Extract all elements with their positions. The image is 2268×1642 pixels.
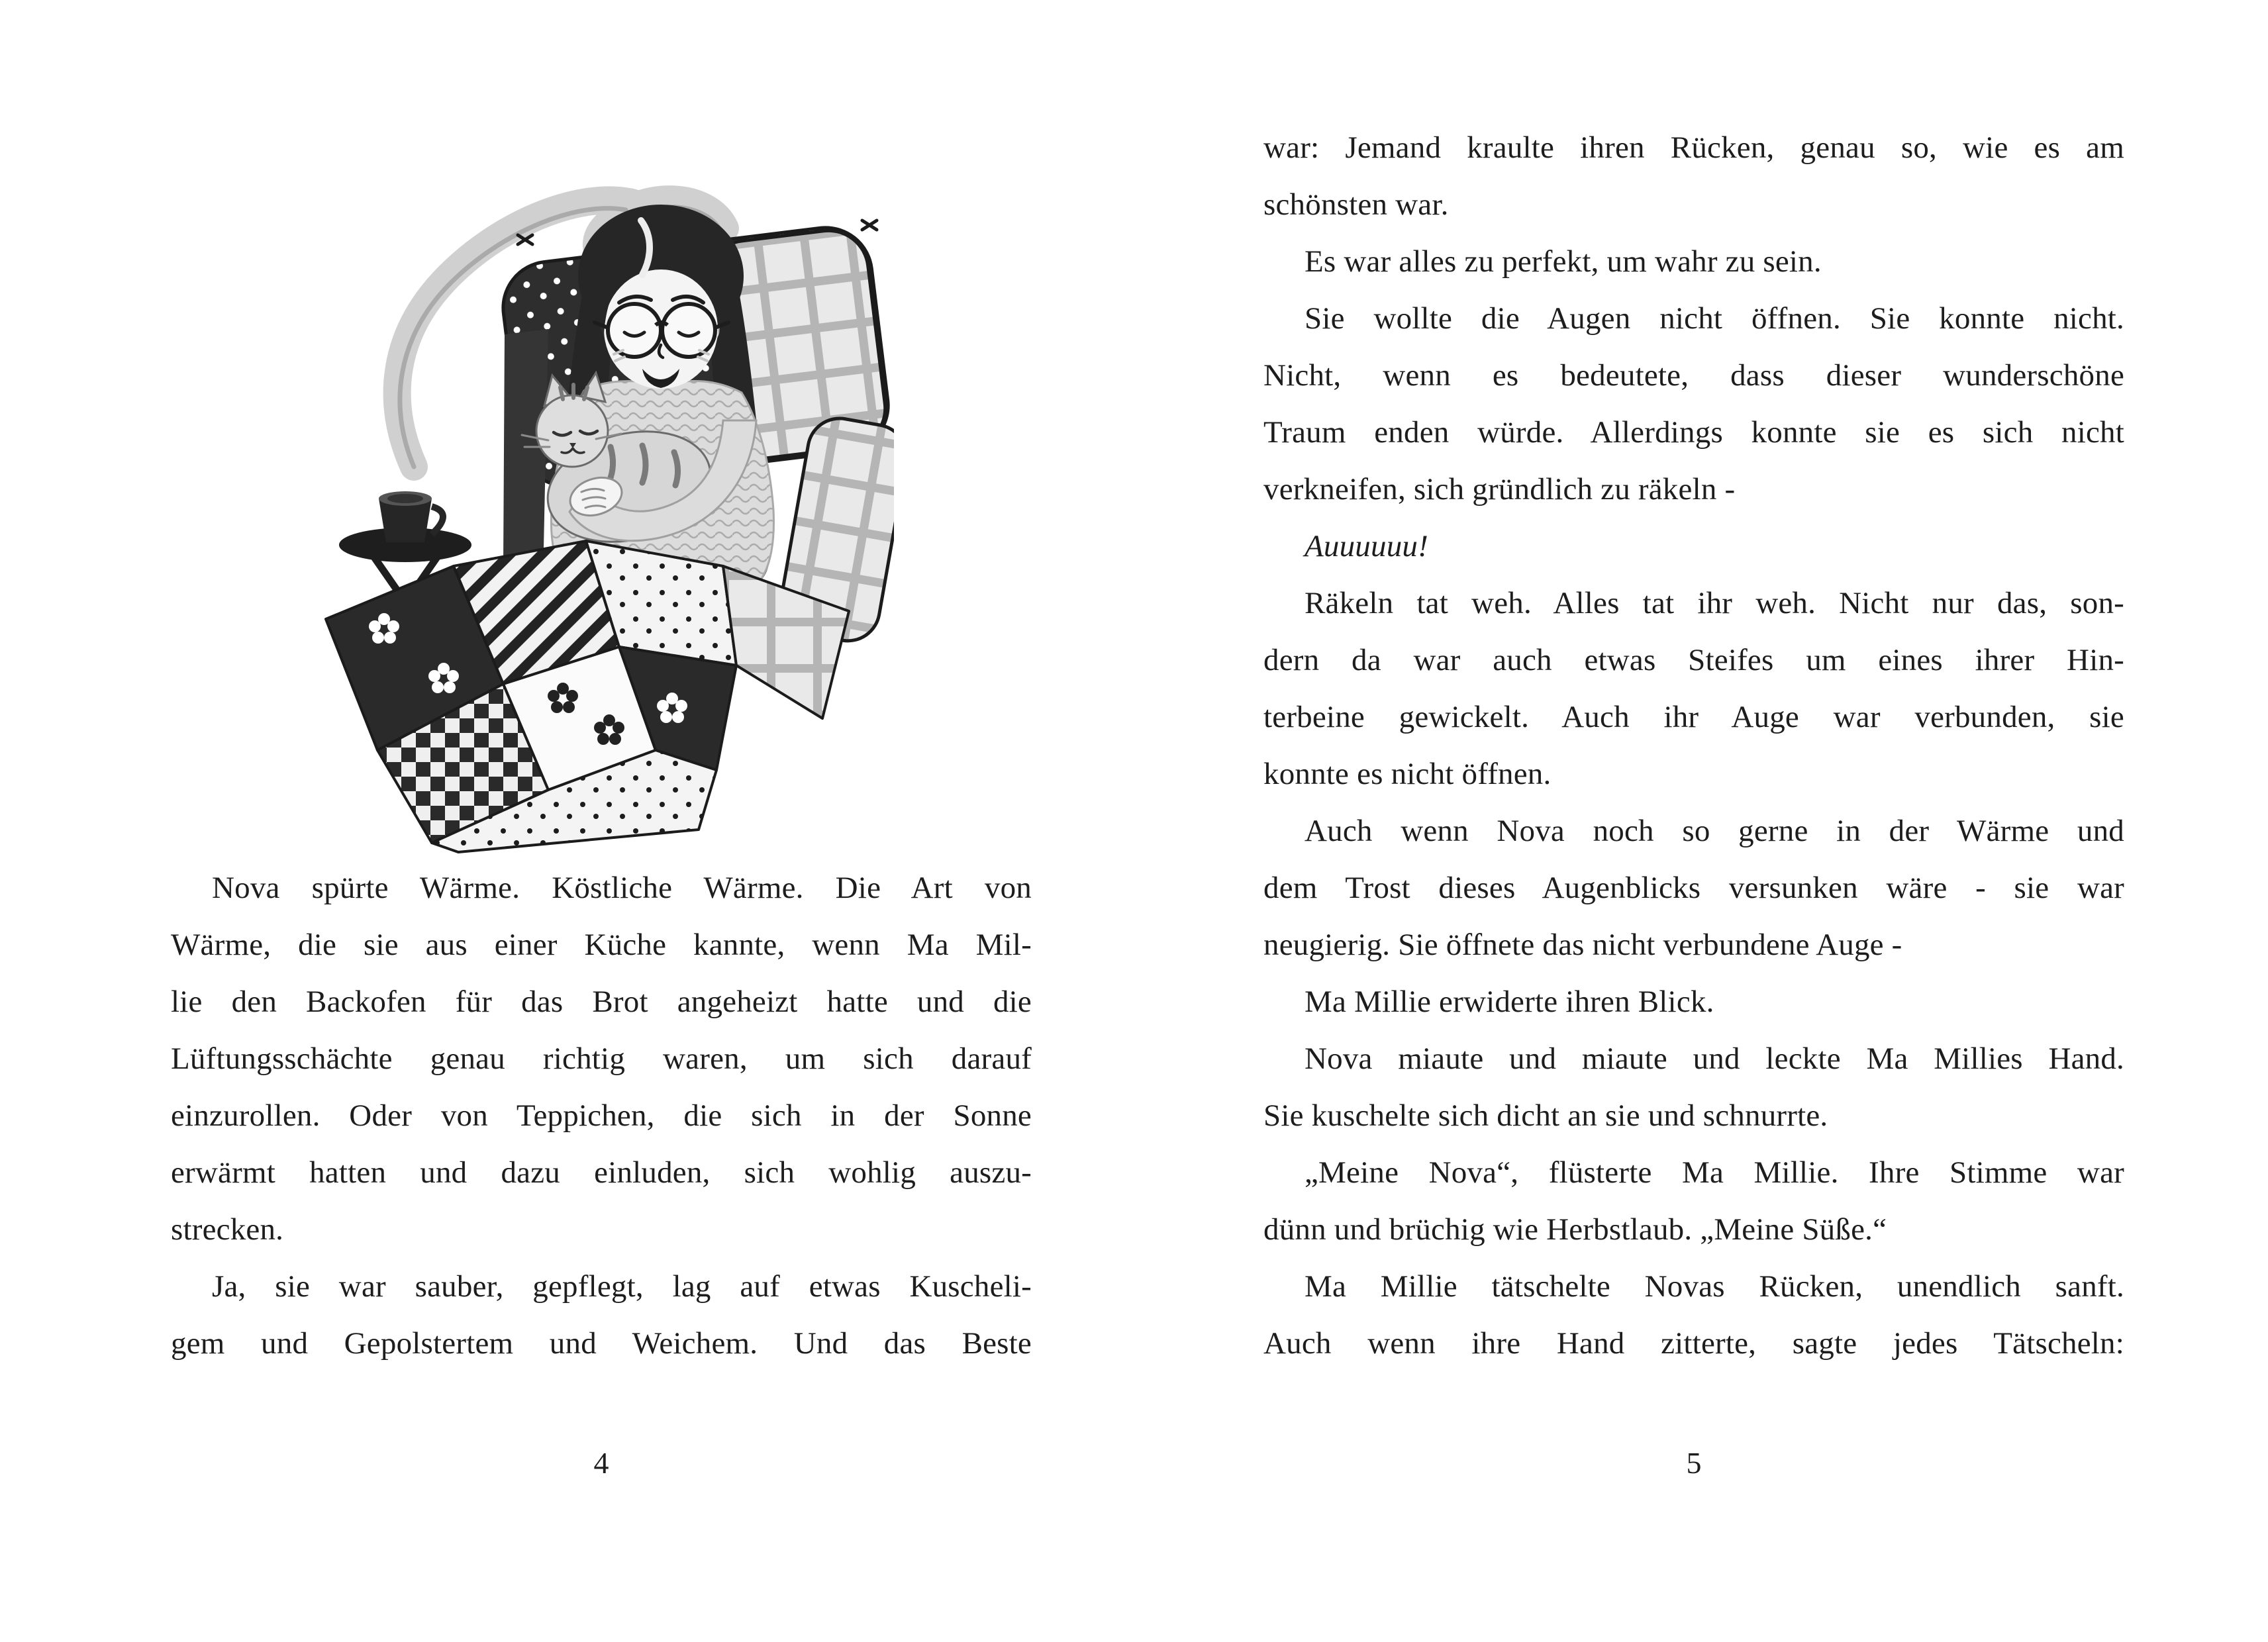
page-number-right: 5 <box>1686 1446 1702 1480</box>
coffee-cup-icon <box>379 491 443 542</box>
text-line: erwärmt hatten und dazu einluden, sich wohlig auszu- <box>171 1155 1032 1190</box>
text-line: Sie wollte die Augen nicht öffnen. Sie konnte nicht. <box>1305 301 2124 336</box>
text-line: Ma Millie tätschelte Novas Rücken, unendlich sanft. <box>1305 1269 2124 1304</box>
text-line: war: Jemand kraulte ihren Rücken, genau so, wie es am <box>1263 130 2124 165</box>
text-line: Nicht, wenn es bedeutete, dass dieser wunderschöne <box>1263 358 2124 393</box>
text-line: Traum enden würde. Allerdings konnte sie es sich nicht <box>1263 415 2124 450</box>
text-line: konnte es nicht öffnen. <box>1263 757 1552 791</box>
text-line: Lüftungsschächte genau richtig waren, um sich darauf <box>171 1041 1032 1076</box>
page-number-left: 4 <box>593 1446 609 1480</box>
text-line: Ja, sie war sauber, gepflegt, lag auf etwas Kuscheli- <box>212 1269 1032 1304</box>
text-line: Sie kuschelte sich dicht an sie und schnurrte. <box>1263 1098 1828 1133</box>
text-line: gem und Gepolstertem und Weichem. Und das Beste <box>171 1326 1032 1361</box>
text-line: Es war alles zu perfekt, um wahr zu sein. <box>1305 244 1822 279</box>
patchwork-quilt <box>326 541 849 852</box>
text-line: strecken. <box>171 1212 284 1247</box>
text-line: Nova spürte Wärme. Köstliche Wärme. Die Art von <box>212 871 1032 905</box>
text-line: Auch wenn ihre Hand zitterte, sagte jedes Tätscheln: <box>1263 1326 2124 1361</box>
text-line: Auuuuuu! <box>1305 529 1428 563</box>
text-line: dern da war auch etwas Steifes um eines ihrer Hin- <box>1263 643 2124 677</box>
text-line: Räkeln tat weh. Alles tat ihr weh. Nicht nur das, son- <box>1305 586 2124 620</box>
left-page-text <box>171 859 1032 1372</box>
text-line: „Meine Nova“, flüsterte Ma Millie. Ihre Stimme war <box>1305 1155 2124 1190</box>
text-line: verkneifen, sich gründlich zu räkeln - <box>1263 472 1736 507</box>
text-line: schönsten war. <box>1263 187 1449 222</box>
text-line: einzurollen. Oder von Teppichen, die sich in der Sonne <box>171 1098 1032 1133</box>
text-line: Auch wenn Nova noch so gerne in der Wärme und <box>1305 814 2124 848</box>
text-line: Wärme, die sie aus einer Küche kannte, wenn Ma Mil- <box>171 928 1032 962</box>
right-page-text <box>1263 119 2124 1372</box>
text-line: Nova miaute und miaute und leckte Ma Millies Hand. <box>1305 1041 2124 1076</box>
text-line: neugierig. Sie öffnete das nicht verbundene Auge - <box>1263 928 1902 962</box>
text-line: dünn und brüchig wie Herbstlaub. „Meine Süße.“ <box>1263 1212 1887 1247</box>
text-line: Ma Millie erwiderte ihren Blick. <box>1305 985 1714 1019</box>
text-line: lie den Backofen für das Brot angeheizt hatte und die <box>171 985 1032 1019</box>
text-line: dem Trost dieses Augenblicks versunken wäre - sie war <box>1263 871 2124 905</box>
illustration-woman-with-cat <box>285 136 894 857</box>
text-line: terbeine gewickelt. Auch ihr Auge war verbunden, sie <box>1263 700 2124 734</box>
